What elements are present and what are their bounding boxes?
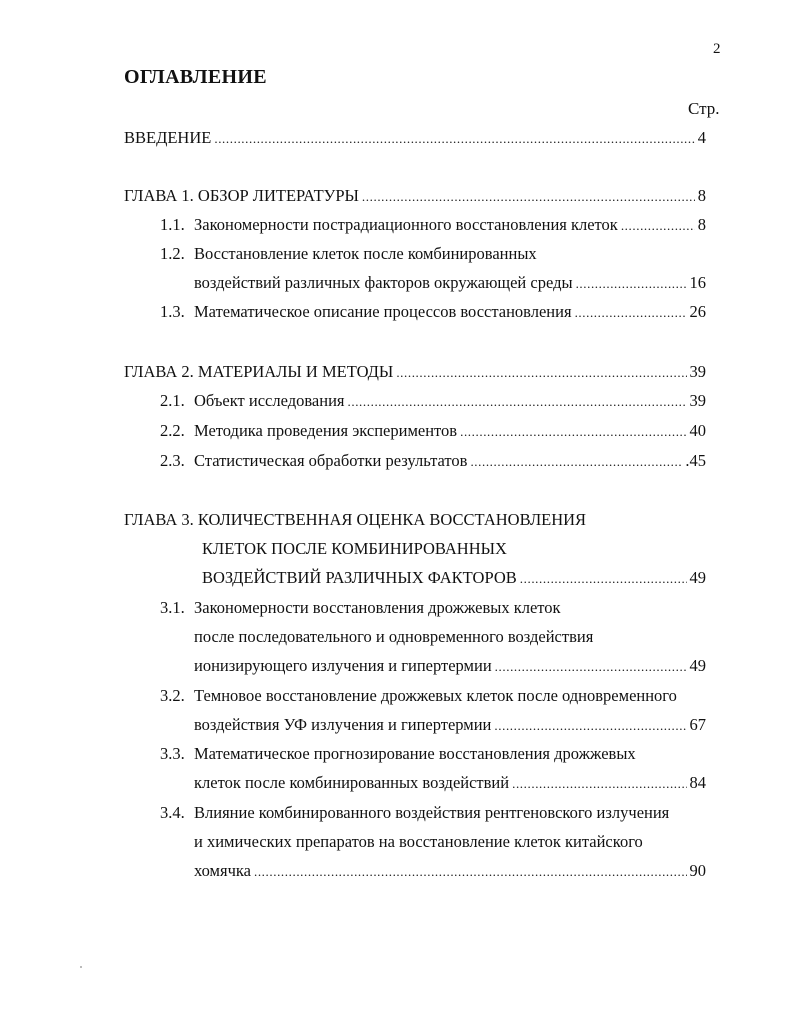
section-page: .45 [685, 451, 706, 470]
section-text: и химических препаратов на восстановление клеток китайского [194, 832, 643, 851]
chapter2-heading: ГЛАВА 2. МАТЕРИАЛЫ И МЕТОДЫ [124, 362, 394, 381]
section-text: воздействия УФ излучения и гипертермии [194, 715, 492, 734]
section-number: 3.1. [160, 598, 185, 617]
section-page: 26 [689, 302, 706, 321]
dot-leader [396, 363, 686, 383]
toc-entry-section-3-4-line3 [194, 861, 706, 882]
chapter3-page: 49 [689, 568, 706, 587]
dot-leader [494, 716, 686, 736]
section-text: Математическое прогнозирование восстановления дрожжевых [194, 744, 636, 763]
toc-entry-section-1-3 [160, 302, 706, 323]
section-text: воздействий различных факторов окружающей среды [194, 273, 573, 292]
chapter1-heading: ГЛАВА 1. ОБЗОР ЛИТЕРАТУРЫ [124, 186, 359, 205]
section-number: 3.2. [160, 686, 185, 705]
toc-entry-section-2-1 [160, 391, 706, 412]
section-number: 2.3. [160, 451, 185, 470]
section-page: 39 [689, 391, 706, 410]
section-text: Математическое описание процессов восстановления [194, 302, 572, 321]
section-page: 40 [689, 421, 706, 440]
dot-leader [460, 422, 686, 442]
toc-entry-chapter3-line3 [202, 568, 706, 589]
section-number: 1.3. [160, 302, 185, 321]
section-text: Влияние комбинированного воздействия рентгеновского излучения [194, 803, 670, 822]
section-text: Закономерности восстановления дрожжевых клеток [194, 598, 561, 617]
toc-entry-section-3-2-line2 [194, 715, 706, 736]
section-text: Объект исследования [194, 391, 345, 410]
section-page: 67 [689, 715, 706, 734]
section-text: клеток после комбинированных воздействий [194, 773, 510, 792]
chapter1-page: 8 [697, 186, 706, 205]
toc-entry-chapter3-line1 [124, 510, 706, 530]
toc-entry-chapter3-line2 [202, 539, 706, 559]
scan-artifact [80, 966, 82, 968]
section-text: ионизирующего излучения и гипертермии [194, 656, 492, 675]
dot-leader [254, 862, 687, 882]
introduction-page: 4 [697, 128, 706, 147]
section-text: Методика проведения экспериментов [194, 421, 458, 440]
section-page: 8 [697, 215, 706, 234]
section-text: хомячка [194, 861, 251, 880]
toc-entry-section-2-2 [160, 421, 706, 442]
toc-entry-section-3-1-line3 [194, 656, 706, 677]
dot-leader [214, 129, 694, 149]
toc-entry-section-3-4-line2 [194, 832, 706, 852]
toc-entry-section-1-2-line2 [194, 273, 706, 294]
dot-leader [520, 569, 687, 589]
dot-leader [348, 392, 687, 412]
toc-entry-section-3-4-line1 [160, 803, 706, 823]
page-number: 2 [713, 41, 721, 57]
section-number: 1.2. [160, 244, 185, 263]
section-page: 16 [689, 273, 706, 292]
toc-entry-section-1-2-line1 [160, 244, 706, 264]
section-page: 84 [689, 773, 706, 792]
chapter3-heading: КЛЕТОК ПОСЛЕ КОМБИНИРОВАННЫХ [202, 539, 507, 558]
chapter2-page: 39 [689, 362, 706, 381]
section-text: после последовательного и одновременного воздействия [194, 627, 594, 646]
section-number: 2.1. [160, 391, 185, 410]
section-number: 3.4. [160, 803, 185, 822]
dot-leader [621, 216, 695, 236]
toc-entry-chapter2 [124, 362, 706, 383]
section-text: Статистическая обработки результатов [194, 451, 468, 470]
dot-leader [575, 303, 687, 323]
toc-entry-section-3-1-line2 [194, 627, 706, 647]
section-number: 2.2. [160, 421, 185, 440]
toc-entry-section-3-2-line1 [160, 686, 706, 706]
dot-leader [470, 452, 682, 472]
toc-entry-section-3-3-line1 [160, 744, 706, 764]
section-page: 90 [689, 861, 706, 880]
page-column-label: Стр. [688, 99, 720, 118]
section-number: 1.1. [160, 215, 185, 234]
toc-entry-section-3-1-line1 [160, 598, 706, 618]
toc-entry-chapter1 [124, 186, 706, 207]
chapter3-heading: ВОЗДЕЙСТВИЙ РАЗЛИЧНЫХ ФАКТОРОВ [202, 568, 517, 587]
dot-leader [362, 187, 695, 207]
dot-leader [576, 274, 687, 294]
section-number: 3.3. [160, 744, 185, 763]
toc-title: ОГЛАВЛЕНИЕ [124, 66, 267, 88]
section-text: Темновое восстановление дрожжевых клеток после одновременного [194, 686, 677, 705]
toc-entry-section-2-3 [160, 451, 706, 472]
toc-entry-section-1-1 [160, 215, 706, 236]
toc-entry-section-3-3-line2 [194, 773, 706, 794]
toc-entry-introduction [124, 128, 706, 149]
introduction-text: ВВЕДЕНИЕ [124, 128, 212, 147]
section-page: 49 [689, 656, 706, 675]
dot-leader [512, 774, 686, 794]
dot-leader [495, 657, 687, 677]
chapter3-heading: ГЛАВА 3. КОЛИЧЕСТВЕННАЯ ОЦЕНКА ВОССТАНОВЛЕНИЯ [124, 510, 587, 529]
section-text: Восстановление клеток после комбинированных [194, 244, 537, 263]
section-text: Закономерности пострадиационного восстановления клеток [194, 215, 618, 234]
